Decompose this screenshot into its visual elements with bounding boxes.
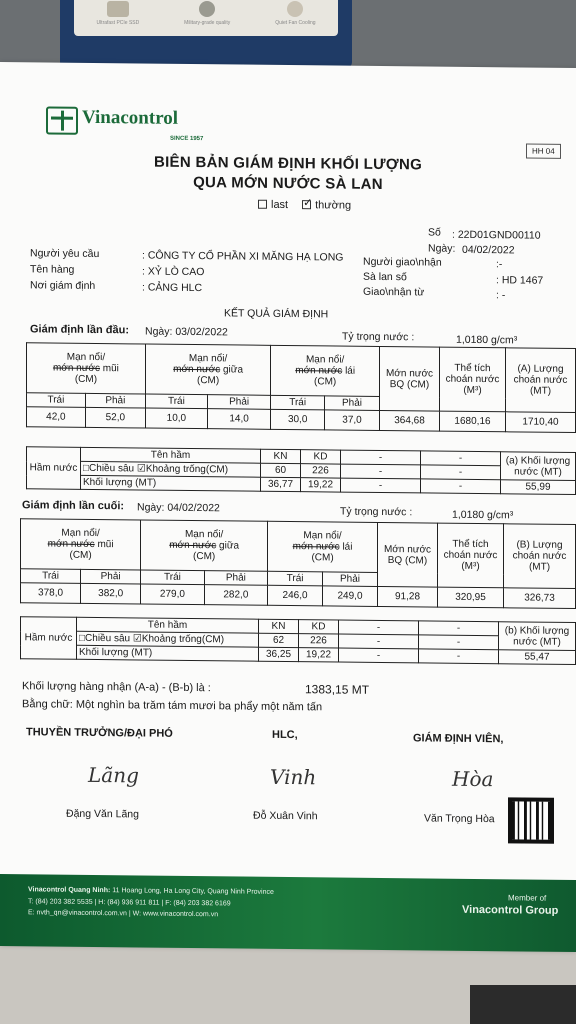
goods-value: : XỶ LÒ CAO: [142, 265, 205, 279]
qr-code-icon[interactable]: [508, 797, 554, 843]
first-water-mass: 55,99: [501, 480, 576, 495]
report-type-checks: [258, 199, 351, 212]
quantity-label: Khối lượng hàng nhận (A-a) - (B-b) là :: [22, 680, 211, 695]
last-kd-depth: 226: [299, 634, 339, 648]
vol-header: Thể tích choán nước (M³): [438, 523, 504, 588]
from-label: Giao\nhận từ: [363, 285, 425, 299]
avg-header: Mớn nước BQ (CM): [378, 522, 438, 587]
kn-header: KN: [261, 449, 301, 463]
last-avg-draft: 91,28: [378, 586, 438, 607]
first-fore-left: 42,0: [27, 407, 86, 428]
feature-fan: Quiet Fan Cooling: [275, 1, 315, 26]
vol-header: Thể tích choán nước (M³): [440, 347, 506, 412]
hlc-name: Đỗ Xuân Vinh: [253, 809, 318, 823]
first-density-label: Tỷ trọng nước :: [342, 330, 415, 344]
col-left: Trái: [268, 571, 323, 586]
last-density-label: Tỷ trọng nước :: [340, 505, 413, 519]
last-density-value: 1,0180 g/cm³: [452, 508, 514, 522]
first-density-value: 1,0180 g/cm³: [456, 333, 518, 347]
last-survey-heading: Giám định lần cuối:: [22, 499, 125, 513]
place-value: : CẢNG HLC: [142, 281, 203, 295]
kd-header: KD: [301, 450, 341, 464]
col-right: Phải: [204, 571, 267, 586]
kn-header: KN: [259, 619, 299, 633]
footer-phones: T: (84) 203 382 5535 | H: (84) 936 911 811 | F: (84) 203 382 6169: [28, 898, 231, 908]
form-code: HH 04: [526, 144, 561, 159]
first-draft-table: [26, 342, 576, 433]
last-water-mass: 55,47: [499, 650, 576, 665]
last-kn-mass: 36,25: [259, 647, 299, 661]
first-kd-mass: 19,22: [301, 478, 341, 492]
last-kn-depth: 62: [259, 633, 299, 647]
mass-a-header: (A) Lượng choán nước (MT): [506, 348, 576, 413]
date-label: Ngày:: [428, 242, 456, 255]
barge-value: : HD 1467: [496, 274, 544, 287]
hlc-title: HLC,: [272, 728, 298, 742]
logo-since: SINCE 1957: [170, 135, 204, 143]
last-mid-left: 279,0: [141, 584, 204, 605]
depth-row-label: □Chiều sâu ☑Khoảng trống(CM): [77, 631, 259, 647]
first-kn-depth: 60: [261, 463, 301, 477]
footer-band: [0, 874, 576, 952]
ssd-icon: [107, 1, 129, 17]
col-left: Trái: [271, 395, 325, 410]
inspector-name: Văn Trọng Hòa: [424, 812, 495, 826]
first-aft-left: 30,0: [271, 409, 325, 430]
checkbox-empty-icon: [258, 200, 267, 209]
deliver-label: Người giao\nhận: [363, 255, 442, 269]
aft-header: Mạn nổi/ mớn nước lái (CM): [268, 521, 378, 572]
product-box-label: [74, 0, 338, 36]
mass-b-header: (B) Lượng choán nước (MT): [504, 524, 576, 589]
aft-header: Mạn nổi/ mớn nước lái (CM): [271, 345, 380, 396]
logo-name: Vinacontrol: [82, 106, 179, 129]
last-aft-left: 246,0: [268, 585, 323, 606]
first-survey-date: Ngày: 03/02/2022: [145, 325, 228, 339]
col-left: Trái: [27, 393, 86, 408]
place-label: Nơi giám định: [30, 279, 96, 292]
col-right: Phải: [85, 393, 145, 408]
col-right: Phải: [81, 569, 141, 584]
so-label: Số: [428, 226, 441, 239]
requester-label: Người yêu cầu: [30, 247, 100, 261]
report-subtitle: QUA MỚN NƯỚC SÀ LAN: [193, 174, 383, 194]
last-aft-right: 249,0: [323, 586, 378, 607]
captain-title: THUYỀN TRƯỞNG/ĐẠI PHÓ: [26, 726, 173, 740]
tank-result-label: (b) Khối lượng nước (MT): [499, 622, 576, 651]
col-left: Trái: [141, 570, 204, 585]
first-displacement: 1710,40: [506, 412, 576, 433]
so-value: : 22D01GND00110: [452, 228, 541, 242]
col-left: Trái: [145, 394, 207, 409]
col-right: Phải: [325, 396, 380, 411]
footer-group: Vinacontrol Group: [462, 903, 559, 917]
last-displacement: 326,73: [504, 588, 576, 609]
first-fore-right: 52,0: [85, 407, 145, 428]
first-volume: 1680,16: [440, 411, 506, 432]
mass-row-label: Khối lượng (MT): [77, 645, 259, 661]
captain-signature: Lãng: [88, 762, 139, 788]
fore-header: Mạn nổi/ mớn nước mũi (CM): [21, 519, 141, 570]
fore-header: Mạn nổi/ mớn nước mũi (CM): [27, 343, 146, 394]
tank-name-header: Tên hầm: [77, 617, 259, 633]
footer-contact: E: nvth_qn@vinacontrol.com.vn | W: www.vinacontrol.com.vn: [28, 909, 219, 919]
scale-logo-icon: [46, 106, 78, 134]
footer-address: Vinacontrol Quang Ninh: 11 Hoang Long, Ha Long City, Quang Ninh Province: [28, 886, 274, 896]
goods-label: Tên hàng: [30, 263, 75, 276]
tank-label: Hầm nước: [21, 617, 77, 660]
checkbox-checked-icon: [302, 200, 311, 209]
first-kn-mass: 36,77: [261, 477, 301, 491]
inspector-title: GIÁM ĐỊNH VIÊN,: [413, 732, 504, 746]
col-left: Trái: [21, 569, 81, 584]
result-heading: KẾT QUẢ GIÁM ĐỊNH: [224, 307, 329, 321]
last-draft-table: [20, 518, 576, 609]
kd-header: KD: [299, 620, 339, 634]
last-volume: 320,95: [438, 587, 504, 608]
first-survey-heading: Giám định lần đầu:: [30, 323, 130, 337]
requester-value: : CÔNG TY CỔ PHẦN XI MĂNG HẠ LONG: [142, 249, 344, 264]
inspector-signature: Hòa: [452, 766, 494, 792]
inspection-report: [0, 62, 576, 948]
feature-ssd: Ultrafast PCIe SSD: [96, 1, 139, 26]
first-avg-draft: 364,68: [380, 410, 440, 431]
deliver-value: :-: [496, 258, 503, 271]
hlc-signature: Vinh: [270, 764, 317, 790]
mass-row-label: Khối lượng (MT): [81, 475, 261, 491]
last-fore-left: 378,0: [21, 583, 81, 604]
mid-header: Mạn nổi/ mớn nước giữa (CM): [145, 344, 270, 395]
last-mid-right: 282,0: [204, 585, 267, 606]
footer-member: Member of: [508, 893, 547, 903]
captain-name: Đặng Văn Lãng: [66, 807, 139, 821]
report-title: BIÊN BẢN GIÁM ĐỊNH KHỐI LƯỢNG: [153, 153, 423, 174]
check-normal[interactable]: ✓ thường: [302, 199, 351, 212]
depth-row-label: □Chiều sâu ☑Khoảng trống(CM): [81, 461, 261, 477]
last-fore-right: 382,0: [81, 583, 141, 604]
from-value: : -: [496, 289, 506, 302]
date-value: 04/02/2022: [462, 243, 515, 257]
star-icon: [199, 1, 215, 17]
quantity-value: 1383,15 MT: [305, 682, 370, 697]
last-tank-table: Hầm nước Tên hầm KN KD - - (b) Khối lượng nước (MT) □Chiều sâu ☑Khoảng trống(CM) 62 226 - - Khối lượng (MT) 36,25 19,22 - - 55,47: [20, 616, 576, 665]
first-mid-right: 14,0: [207, 409, 270, 430]
first-kd-depth: 226: [301, 464, 341, 478]
fan-icon: [287, 1, 303, 17]
last-survey-date: Ngày: 04/02/2022: [137, 501, 220, 515]
product-box: [60, 0, 352, 68]
barge-label: Sà lan số: [363, 270, 407, 284]
first-aft-right: 37,0: [325, 410, 380, 431]
first-mid-left: 10,0: [145, 408, 207, 429]
tank-name-header: Tên hầm: [81, 447, 261, 463]
vinacontrol-logo: [46, 106, 204, 143]
tank-result-label: (a) Khối lượng nước (MT): [501, 452, 576, 481]
col-right: Phải: [207, 395, 270, 410]
floor-shadow: [470, 985, 576, 1024]
avg-header: Mớn nước BQ (CM): [380, 346, 440, 411]
first-tank-table: Hầm nước Tên hầm KN KD - - (a) Khối lượng nước (MT) □Chiều sâu ☑Khoảng trống(CM) 60 226 - - Khối lượng (MT) 36,77 19,22 - - 55,99: [26, 446, 576, 495]
quantity-in-words: Bằng chữ: Một nghìn ba trăm tám mươi ba phẩy một năm tấn: [22, 698, 323, 714]
check-last[interactable]: last: [258, 199, 288, 211]
tank-label: Hầm nước: [27, 447, 81, 490]
feature-military: Military-grade quality: [184, 1, 230, 26]
col-right: Phải: [323, 572, 378, 587]
last-kd-mass: 19,22: [299, 648, 339, 662]
mid-header: Mạn nổi/ mớn nước giữa (CM): [141, 520, 268, 571]
